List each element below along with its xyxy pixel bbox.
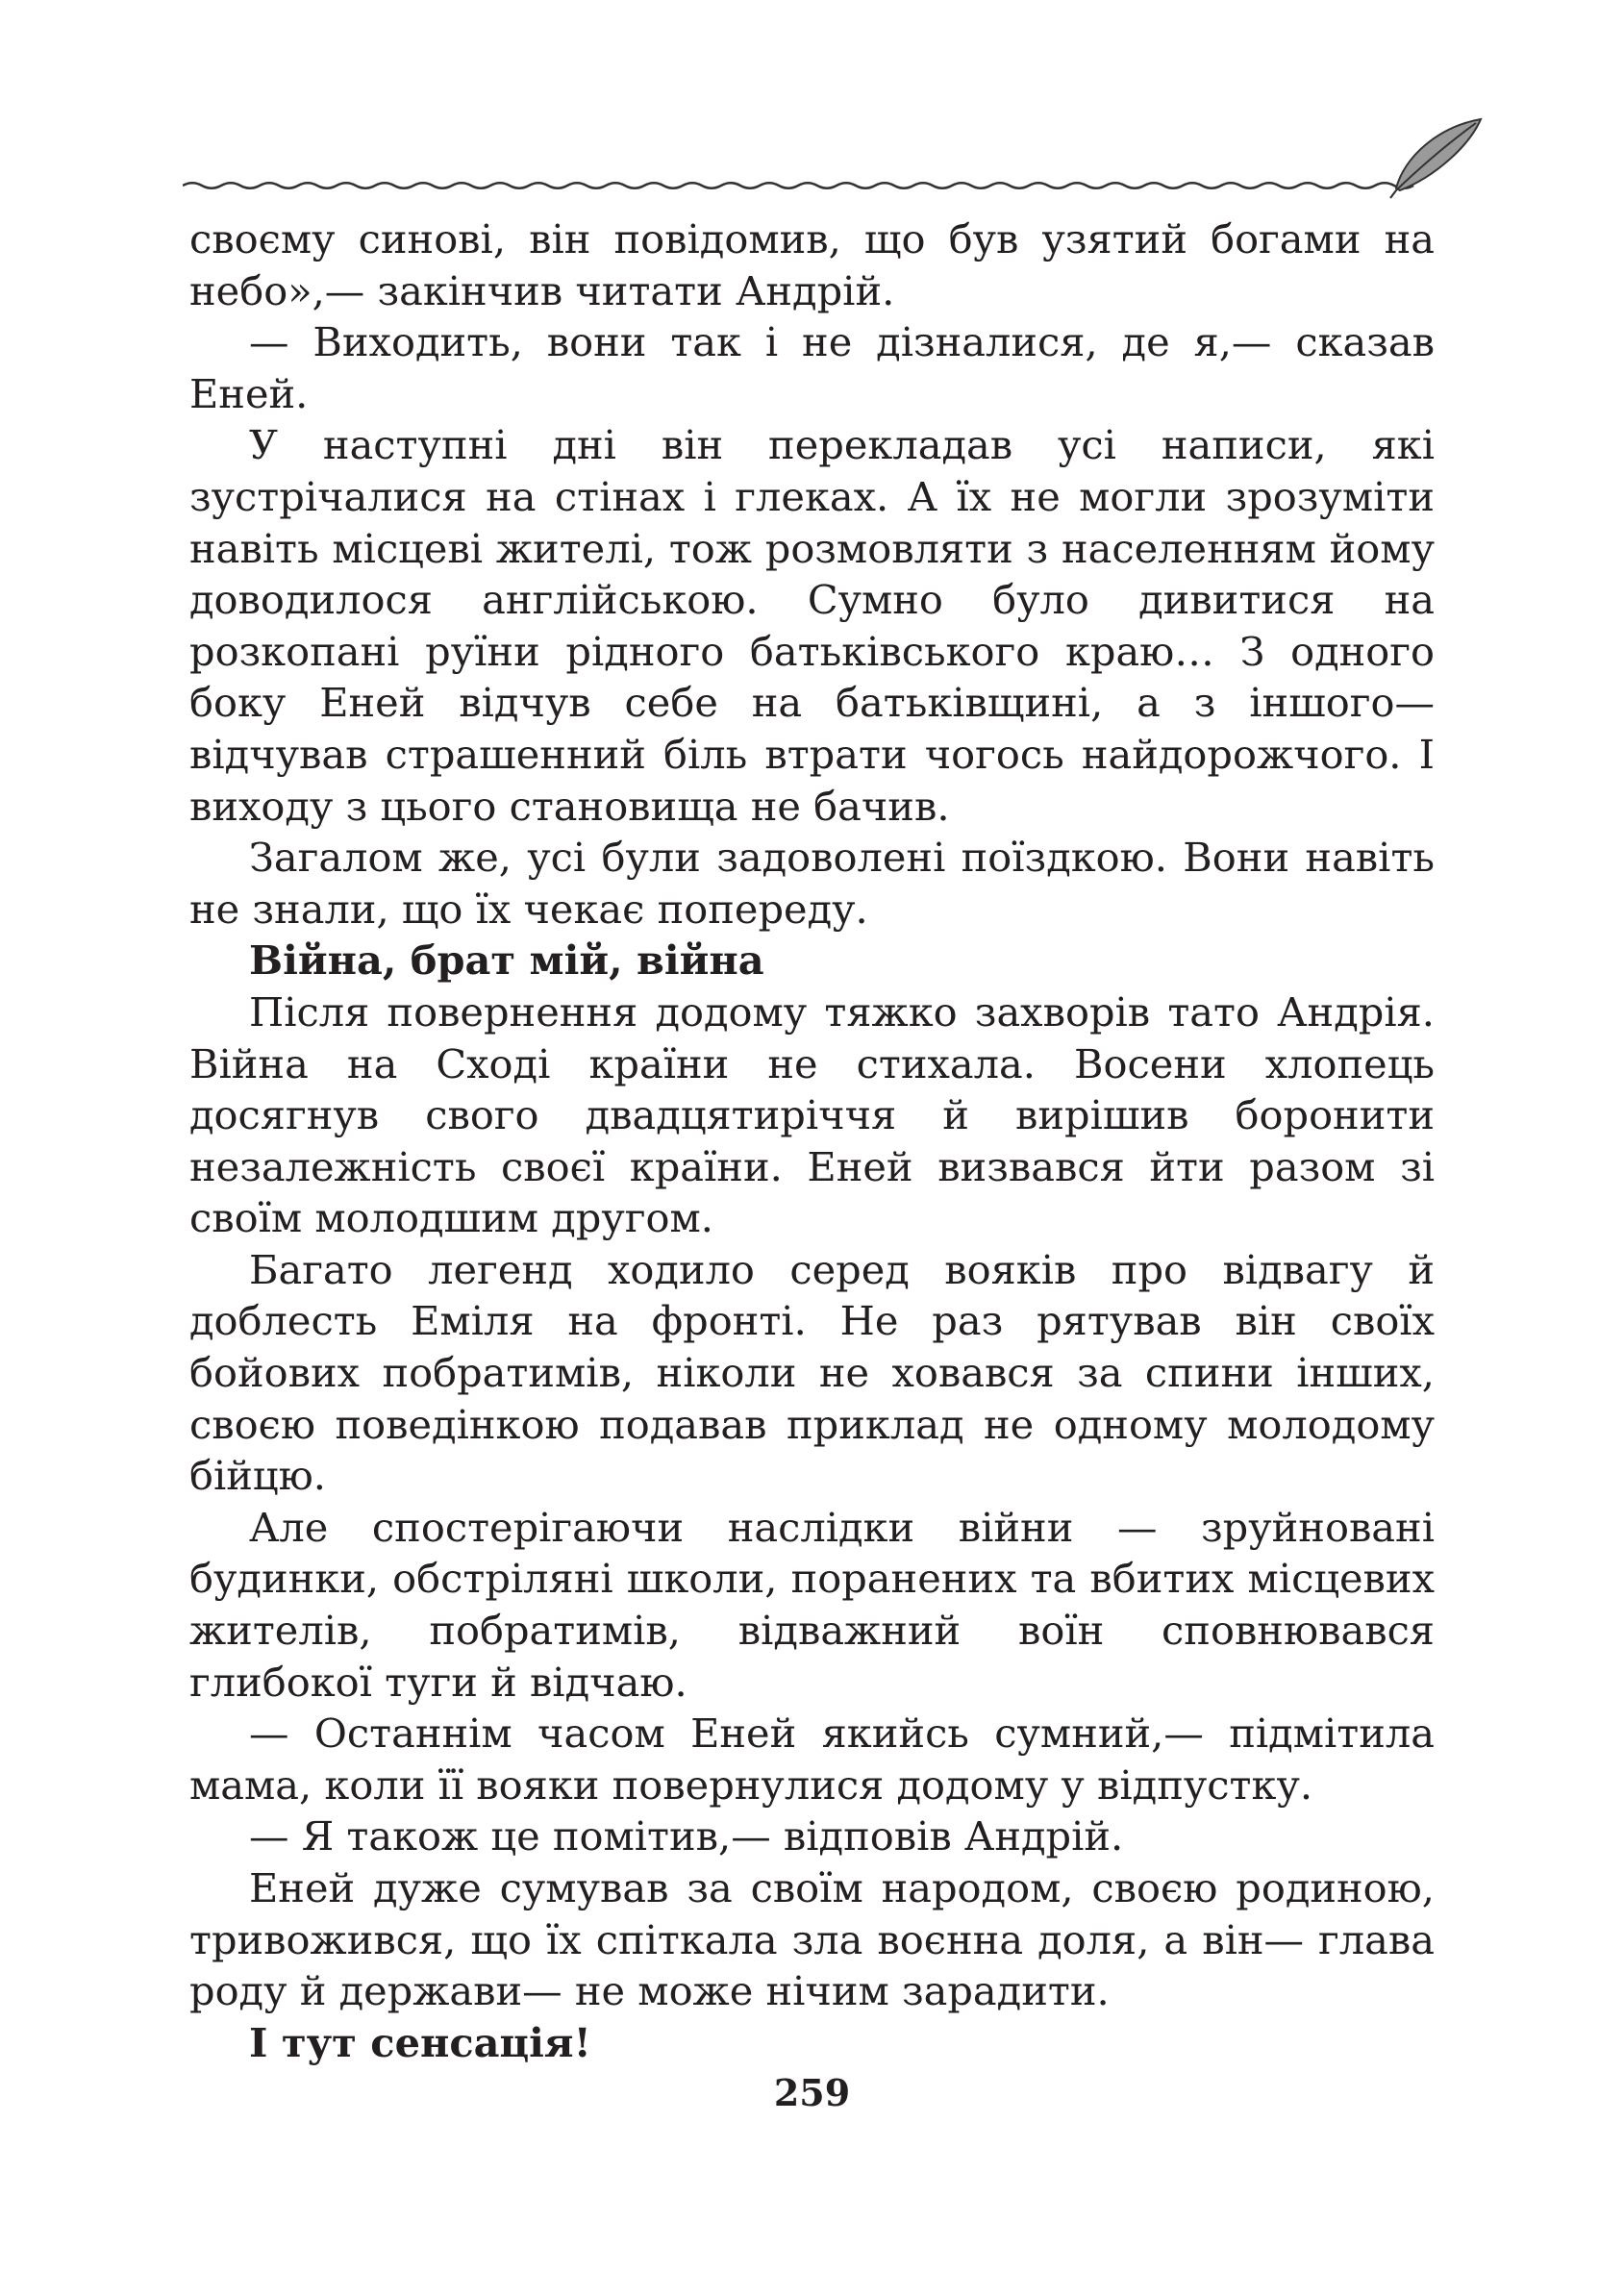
- paragraph: — Виходить, вони так і не дізналися, де я,— сказав Еней.: [189, 318, 1435, 417]
- page-number: 259: [773, 2071, 851, 2114]
- quill-ornament-icon: [183, 113, 1490, 200]
- main-text: [189, 213, 1435, 2068]
- paragraph: Еней дуже сумував за своїм народом, своєю родиною, тривожився, що їх спіткала зла воєнна доля, а він— глава роду й держави— не може нічим зарадити.: [189, 1864, 1435, 2015]
- paragraph: Багато легенд ходило серед вояків про відвагу й доблесть Еміля на фронті. Не раз рятував він своїх бойових побратимів, ніколи не ховався за спини інших, своєю поведінкою подавав приклад не одному молодому бійцю.: [189, 1245, 1435, 1500]
- paragraph: У наступні дні він перекладав усі написи, які зустрічалися на стінах і глеках. А їх не могли зрозуміти навіть місцеві жителі, тож розмовляти з населенням йому доводилося англійською. Сумно було дивитися на розкопані руїни рідного батьківського краю… З одного боку Еней відчув себе на батьківщині, а з іншого— відчував страшенний біль втрати чогось найдорожчого. І виходу з цього становища не бачив.: [189, 421, 1435, 830]
- paragraph: Після повернення додому тяжко захворів тато Андрія. Війна на Сході країни не стихала. Восени хлопець досягнув свого двадцятиріччя й вирішив боронити незалежність своєї країни. Еней визвався йти разом зі своїм молодшим другом.: [189, 987, 1435, 1242]
- paragraph: — Я також це помітив,— відповів Андрій.: [249, 1812, 1124, 1860]
- paragraph: — Останнім часом Еней якийсь сумний,— підмітила мама, коли її вояки повернулися додому у відпустку.: [189, 1710, 1435, 1809]
- section-heading: Війна, брат мій, війна: [249, 936, 764, 985]
- section-heading: І тут сенсація!: [249, 2018, 591, 2066]
- paragraph: своєму синові, він повідомив, що був узятий богами на небо»,— закінчив читати Андрій.: [189, 215, 1435, 314]
- paragraph: Але спостерігаючи наслідки війни — зруйновані будинки, обстріляні школи, поранених та вбитих місцевих жителів, побратимів, відважний воїн сповнювався глибокої туги й відчаю.: [189, 1503, 1435, 1706]
- paragraph: Загалом же, усі були задоволені поїздкою. Вони навіть не знали, що їх чекає попереду.: [189, 834, 1435, 933]
